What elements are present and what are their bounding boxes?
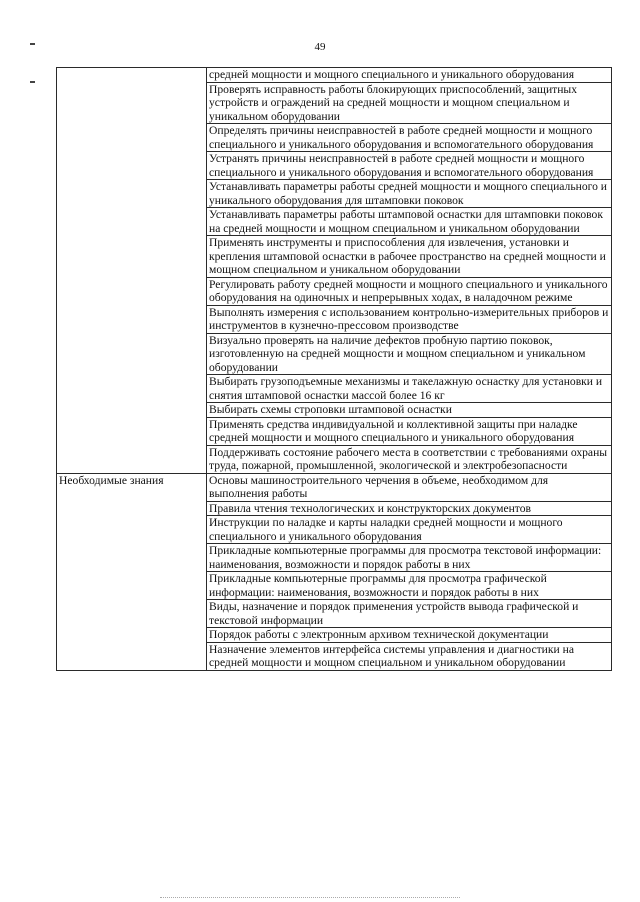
page-number: 49 [314, 41, 326, 53]
requirement-text: Проверять исправность работы блокирующих приспособлений, защитных устройств и ограждений на средней мощности и мощном специальном и уникальном оборудовании [207, 82, 612, 124]
requirement-text: Выполнять измерения с использованием контрольно-измерительных приборов и инструментов в кузнечно-прессовом производстве [207, 305, 612, 333]
requirement-text: Применять инструменты и приспособления для извлечения, установки и крепления штамповой оснастки в рабочее пространство на средней мощности и мощном специальном и уникальном оборудовании [207, 236, 612, 278]
requirement-text: Выбирать схемы строповки штамповой оснастки [207, 403, 612, 418]
requirement-text: Применять средства индивидуальной и коллективной защиты при наладке средней мощности и мощного специального и уникального оборудования [207, 417, 612, 445]
requirement-text: Определять причины неисправностей в работе средней мощности и мощного специального и уникального оборудования и вспомогательного оборудования [207, 124, 612, 152]
requirement-text: Основы машиностроительного черчения в объеме, необходимом для выполнения работы [207, 473, 612, 501]
requirement-text: Назначение элементов интерфейса системы управления и диагностики на средней мощности и мощном специальном и уникальном оборудовании [207, 642, 612, 670]
section-label: Необходимые знания [57, 473, 207, 670]
requirement-text: Устанавливать параметры работы средней мощности и мощного специального и уникального оборудования для штамповки поковок [207, 180, 612, 208]
requirement-text: Регулировать работу средней мощности и мощного специального и уникального оборудования на одиночных и непрерывных ходах, в наладочном режиме [207, 277, 612, 305]
requirement-text: Устанавливать параметры работы штамповой оснастки для штамповки поковок на средней мощности и мощном специальном и уникальном оборудовании [207, 208, 612, 236]
requirement-text: средней мощности и мощного специального и уникального оборудования [207, 68, 612, 83]
table-row [57, 68, 612, 83]
scan-mark [30, 43, 35, 45]
requirement-text: Поддерживать состояние рабочего места в соответствии с требованиями охраны труда, пожарной, промышленной, экологической и электробезопасности [207, 445, 612, 473]
requirement-text: Правила чтения технологических и конструкторских документов [207, 501, 612, 516]
scan-edge [160, 897, 460, 900]
requirement-text: Прикладные компьютерные программы для просмотра текстовой информации: наименования, возможности и порядок работы в них [207, 544, 612, 572]
requirement-text: Инструкции по наладке и карты наладки средней мощности и мощного специального и уникального оборудования [207, 516, 612, 544]
requirement-text: Прикладные компьютерные программы для просмотра графической информации: наименования, возможности и порядок работы в них [207, 572, 612, 600]
scan-mark [30, 81, 35, 83]
requirement-text: Устранять причины неисправностей в работе средней мощности и мощного специального и уникального оборудования и вспомогательного оборудования [207, 152, 612, 180]
table-row [57, 473, 612, 501]
competency-table-body [57, 68, 612, 671]
requirement-text: Визуально проверять на наличие дефектов пробную партию поковок, изготовленную на средней мощности и мощном специальном и уникальном оборудовании [207, 333, 612, 375]
section-label [57, 68, 207, 474]
requirement-text: Виды, назначение и порядок применения устройств вывода графической и текстовой информации [207, 600, 612, 628]
requirement-text: Порядок работы с электронным архивом технической документации [207, 628, 612, 643]
competency-table [56, 67, 612, 671]
requirement-text: Выбирать грузоподъемные механизмы и такелажную оснастку для установки и снятия штамповой оснастки массой более 16 кг [207, 375, 612, 403]
